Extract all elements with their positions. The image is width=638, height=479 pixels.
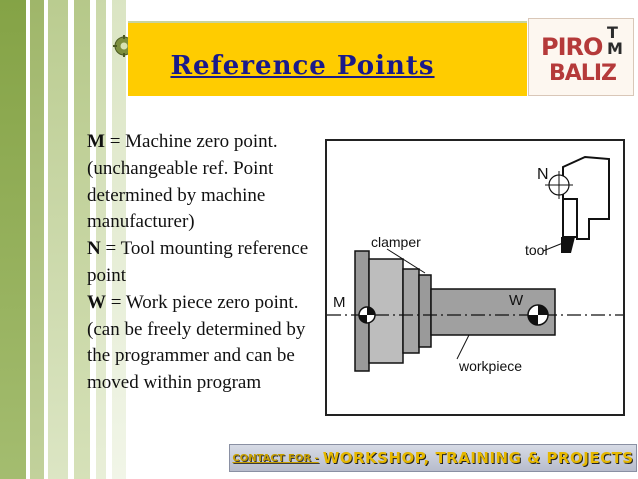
logo-letter: T xyxy=(607,23,618,42)
contact-prefix: CONTACT FOR - xyxy=(232,452,319,464)
label-m: M xyxy=(333,294,346,311)
n-symbol: N xyxy=(87,238,101,260)
description-text xyxy=(87,129,327,397)
logo-text: PIRO xyxy=(541,33,603,61)
label-n: N xyxy=(537,166,549,183)
logo-letter: M xyxy=(607,39,623,58)
w-symbol: W xyxy=(87,291,106,313)
clamper xyxy=(419,275,431,347)
lathe-drawing xyxy=(327,141,623,414)
contact-footer-banner xyxy=(229,444,637,472)
label-w: W xyxy=(509,292,524,309)
contact-services: WORKSHOP, TRAINING & PROJECTS xyxy=(322,449,634,467)
logo-text: BALIZ xyxy=(549,61,616,86)
workpiece-leader xyxy=(457,335,469,359)
m-definition: = Machine zero point. (unchangeable ref. Point determined by machine manufacturer) xyxy=(87,131,278,233)
lathe-diagram xyxy=(325,139,625,416)
decor-stripe xyxy=(0,0,26,479)
title-banner xyxy=(128,21,527,96)
label-tool: tool xyxy=(525,242,548,258)
label-clamper: clamper xyxy=(371,234,421,250)
page-title: Reference Points xyxy=(170,51,435,81)
tool-tip xyxy=(561,237,575,253)
label-workpiece: workpiece xyxy=(459,358,523,374)
tool-shank xyxy=(563,199,577,237)
brand-logo xyxy=(528,18,634,96)
decor-stripe xyxy=(48,0,68,479)
decor-stripe xyxy=(30,0,44,479)
w-definition: = Work piece zero point. (can be freely determined by the programmer and can be moved within program xyxy=(87,291,306,394)
n-definition: = Tool mounting reference point xyxy=(87,238,309,286)
chuck-jaws xyxy=(403,269,419,353)
m-symbol: M xyxy=(87,131,105,152)
